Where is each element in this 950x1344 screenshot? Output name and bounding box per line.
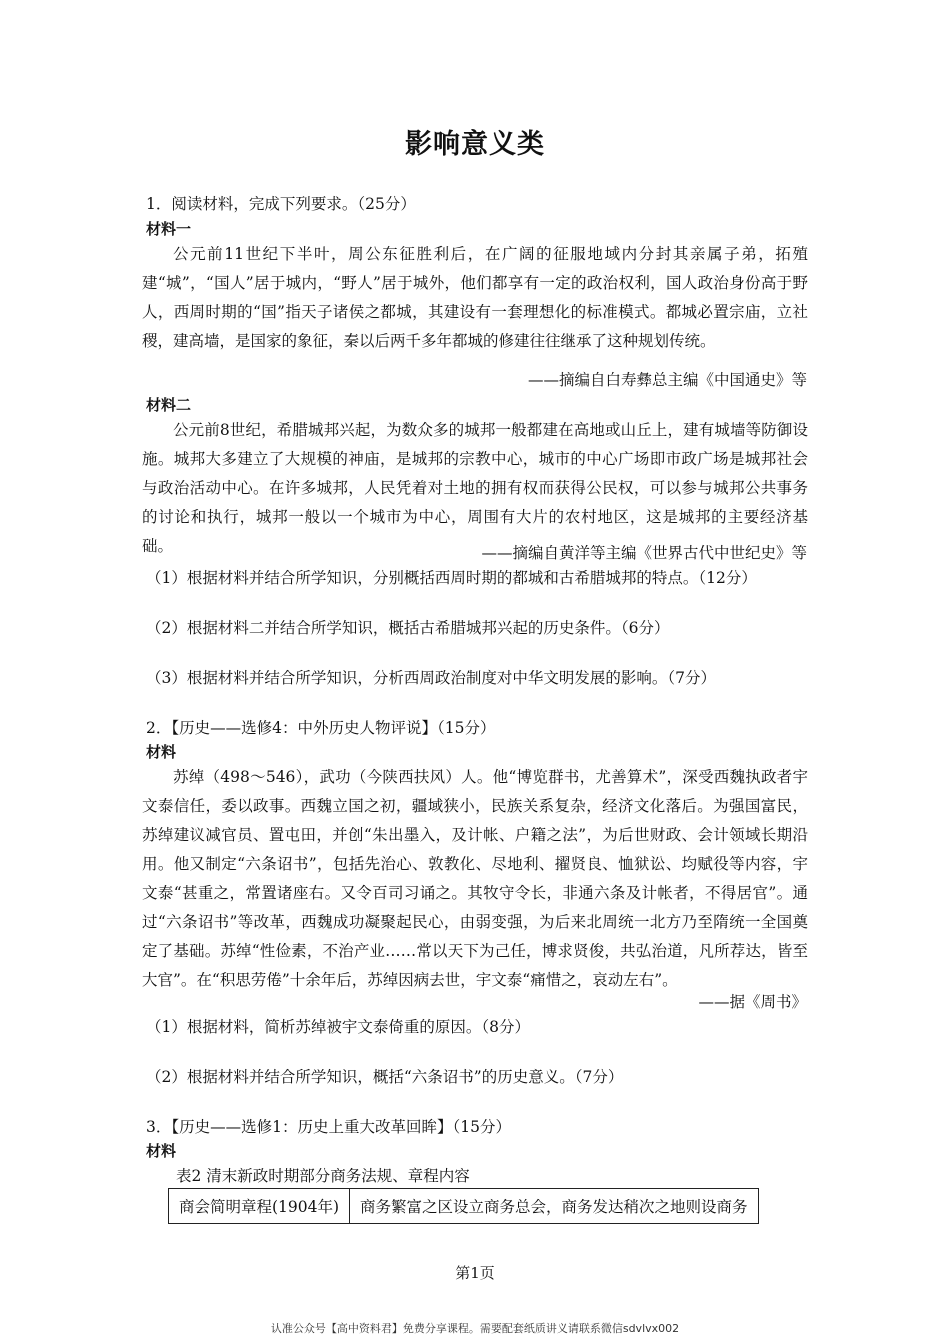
page-number: 第1页 [455, 1264, 495, 1282]
q3-material-heading: 材料 [146, 1142, 177, 1160]
q2-material-text: 苏绰（498～546），武功（今陕西扶风）人。他“博览群书，尤善算术”，深受西魏执政者宇文泰信任，委以政事。西魏立国之初，疆域狭小，民族关系复杂，经济文化落后。为强国富民，苏绰建议减官员、置屯田，并创“朱出墨入，及计帐、户籍之法”，为后世财政、会计领域长期沿用。他又制定“六条诏书”，包括先治心、敦教化、尽地利、擢贤良、恤狱讼、均赋役等内容，宇文泰“甚重之，常置诸座右。又令百司习诵之。其牧守令长，非通六条及计帐者，不得居官”。通过“六条诏书”等改革，西魏成功凝聚起民心，由弱变强，为后来北周统一北方乃至隋统一全国奠定了基础。苏绰“性俭素，不治产业……常以天下为己任，博求贤俊，共弘治道，凡所荐达，皆至大官”。在“积思劳倦”十余年后，苏绰因病去世，宇文泰“痛惜之，哀动左右”。 [142, 768, 808, 989]
q1-stem: 1．阅读材料，完成下列要求。（25分） [146, 195, 416, 213]
footer-note: 认准公众号【高中资料君】免费分享课程。需要配套纸质讲义请联系微信sdvlvx002 [270, 1322, 680, 1335]
q2-material-heading: 材料 [146, 743, 177, 761]
q1-sub-question-1: （1）根据材料并结合所学知识，分别概括西周时期的都城和古希腊城邦的特点。（12分） [146, 569, 757, 587]
q2-material-source: ——据《周书》 [698, 993, 807, 1011]
regulations-table [168, 1188, 759, 1224]
table-row [169, 1189, 759, 1224]
q3-stem: 3．【历史——选修1：历史上重大改革回眸】（15分） [146, 1118, 511, 1136]
q1-material-2-text: 公元前8世纪，希腊城邦兴起，为数众多的城邦一般都建在高地或山丘上，建有城墙等防御设施。城邦大多建立了大规模的神庙，是城邦的宗教中心，城市的中心广场即市政广场是城邦社会与政治活动中心。在许多城邦，人民凭着对土地的拥有权而获得公民权，可以参与城邦公共事务的讨论和执行，城邦一般以一个城市为中心，周围有大片的农村地区，这是城邦的主要经济基础。 [142, 421, 808, 555]
table-caption: 表2 清末新政时期部分商务法规、章程内容 [176, 1167, 470, 1185]
q1-material-2-heading: 材料二 [146, 396, 192, 414]
table-cell-regulation: 商会简明章程(1904年) [169, 1189, 350, 1224]
table-cell-content: 商务繁富之区设立商务总会，商务发达稍次之地则设商务 [350, 1189, 759, 1224]
q1-material-1-text: 公元前11世纪下半叶，周公东征胜利后，在广阔的征服地域内分封其亲属子弟，拓殖建“城”，“国人”居于城内，“野人”居于城外，他们都享有一定的政治权利，国人政治身份高于野人，西周时期的“国”指天子诸侯之都城，其建设有一套理想化的标准模式。都城必置宗庙，立社稷，建高墙，是国家的象征，秦以后两千多年都城的修建往往继承了这种规划传统。 [142, 245, 808, 350]
q1-sub-question-2: （2）根据材料二并结合所学知识，概括古希腊城邦兴起的历史条件。（6分） [146, 619, 670, 637]
q1-material-1-source: ——摘编自白寿彝总主编《中国通史》等 [527, 371, 807, 389]
q2-sub-question-1: （1）根据材料，简析苏绰被宇文泰倚重的原因。（8分） [146, 1018, 530, 1036]
q1-sub-question-3: （3）根据材料并结合所学知识，分析西周政治制度对中华文明发展的影响。（7分） [146, 669, 716, 687]
q1-material-2-source: ——摘编自黄洋等主编《世界古代中世纪史》等 [481, 544, 807, 562]
q2-sub-question-2: （2）根据材料并结合所学知识，概括“六条诏书”的历史意义。（7分） [146, 1068, 624, 1086]
q1-material-1-heading: 材料一 [146, 220, 192, 238]
q2-stem: 2．【历史——选修4：中外历史人物评说】（15分） [146, 719, 496, 737]
page-title: 影响意义类 [405, 129, 545, 160]
